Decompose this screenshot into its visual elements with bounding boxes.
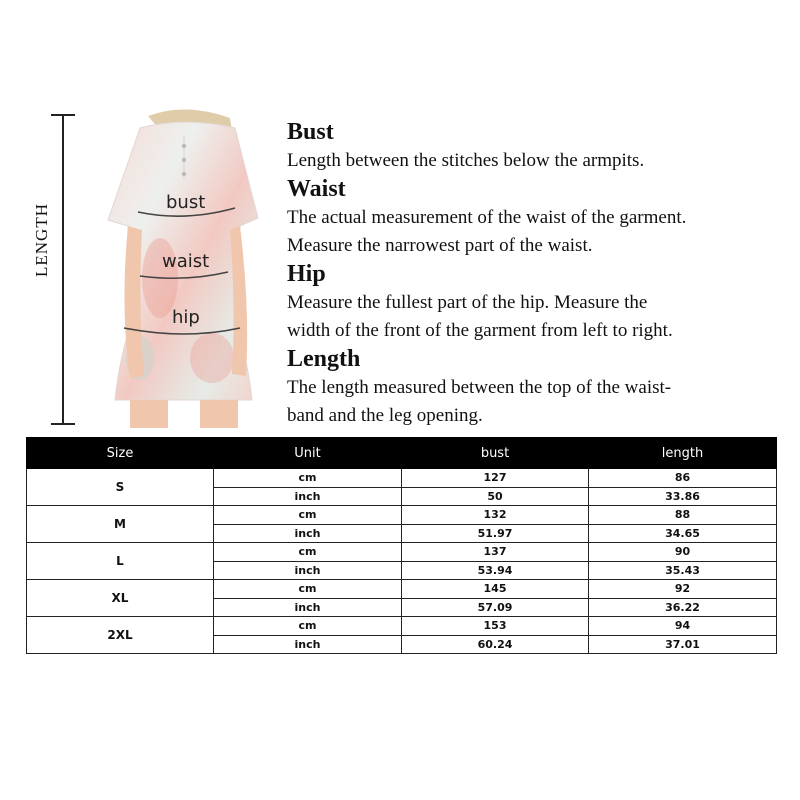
measurement-guide xyxy=(287,118,787,430)
ruler-line xyxy=(62,115,64,425)
size-chart-table xyxy=(26,437,777,654)
unit-cell: cm xyxy=(214,617,402,636)
length-cell: 33.86 xyxy=(589,487,777,506)
bust-cell: 145 xyxy=(402,580,589,599)
length-heading: Length xyxy=(287,346,361,372)
bust-heading: Bust xyxy=(287,119,334,145)
unit-cell: inch xyxy=(214,635,402,654)
bust-cell: 51.97 xyxy=(402,524,589,543)
size-cell: S xyxy=(27,469,214,506)
length-cell: 94 xyxy=(589,617,777,636)
bust-cell: 127 xyxy=(402,469,589,488)
header-unit: Unit xyxy=(214,438,402,469)
unit-cell: cm xyxy=(214,469,402,488)
length-cell: 90 xyxy=(589,543,777,562)
bust-cell: 57.09 xyxy=(402,598,589,617)
hip-text-line: width of the front of the garment from left to right. xyxy=(287,320,673,341)
unit-cell: cm xyxy=(214,580,402,599)
ruler-cap-top xyxy=(51,114,75,116)
table-row xyxy=(27,580,777,599)
size-cell: XL xyxy=(27,580,214,617)
length-text-line: The length measured between the top of the waist- xyxy=(287,377,672,398)
length-cell: 92 xyxy=(589,580,777,599)
bust-cell: 60.24 xyxy=(402,635,589,654)
unit-cell: inch xyxy=(214,598,402,617)
waist-text-line: The actual measurement of the waist of the garment. xyxy=(287,207,687,228)
bust-cell: 53.94 xyxy=(402,561,589,580)
size-cell: L xyxy=(27,543,214,580)
bust-cell: 153 xyxy=(402,617,589,636)
ruler-label: LENGTH xyxy=(32,203,51,277)
unit-cell: cm xyxy=(214,506,402,525)
bust-label: bust xyxy=(166,192,206,213)
table-row xyxy=(27,469,777,488)
bust-cell: 50 xyxy=(402,487,589,506)
bust-text-line: Length between the stitches below the armpits. xyxy=(287,150,645,171)
length-cell: 88 xyxy=(589,506,777,525)
garment-figure xyxy=(100,108,270,438)
hip-heading: Hip xyxy=(287,261,326,287)
header-size: Size xyxy=(27,438,214,469)
table-row xyxy=(27,506,777,525)
bust-cell: 137 xyxy=(402,543,589,562)
hip-label: hip xyxy=(172,307,200,328)
ruler-cap-bottom xyxy=(51,423,75,425)
unit-cell: cm xyxy=(214,543,402,562)
garment-illustration xyxy=(100,108,270,438)
size-cell: M xyxy=(27,506,214,543)
length-text-line: band and the leg opening. xyxy=(287,405,483,426)
size-cell: 2XL xyxy=(27,617,214,654)
length-cell: 35.43 xyxy=(589,561,777,580)
table-header-row xyxy=(27,438,777,469)
header-bust: bust xyxy=(402,438,589,469)
length-cell: 86 xyxy=(589,469,777,488)
length-cell: 34.65 xyxy=(589,524,777,543)
waist-text-line: Measure the narrowest part of the waist. xyxy=(287,235,593,256)
table-row xyxy=(27,617,777,636)
unit-cell: inch xyxy=(214,524,402,543)
bust-cell: 132 xyxy=(402,506,589,525)
hip-text-line: Measure the fullest part of the hip. Measure the xyxy=(287,292,648,313)
table-row xyxy=(27,543,777,562)
unit-cell: inch xyxy=(214,561,402,580)
waist-heading: Waist xyxy=(287,176,346,202)
length-cell: 37.01 xyxy=(589,635,777,654)
waist-label: waist xyxy=(162,251,210,272)
length-cell: 36.22 xyxy=(589,598,777,617)
unit-cell: inch xyxy=(214,487,402,506)
header-length: length xyxy=(589,438,777,469)
